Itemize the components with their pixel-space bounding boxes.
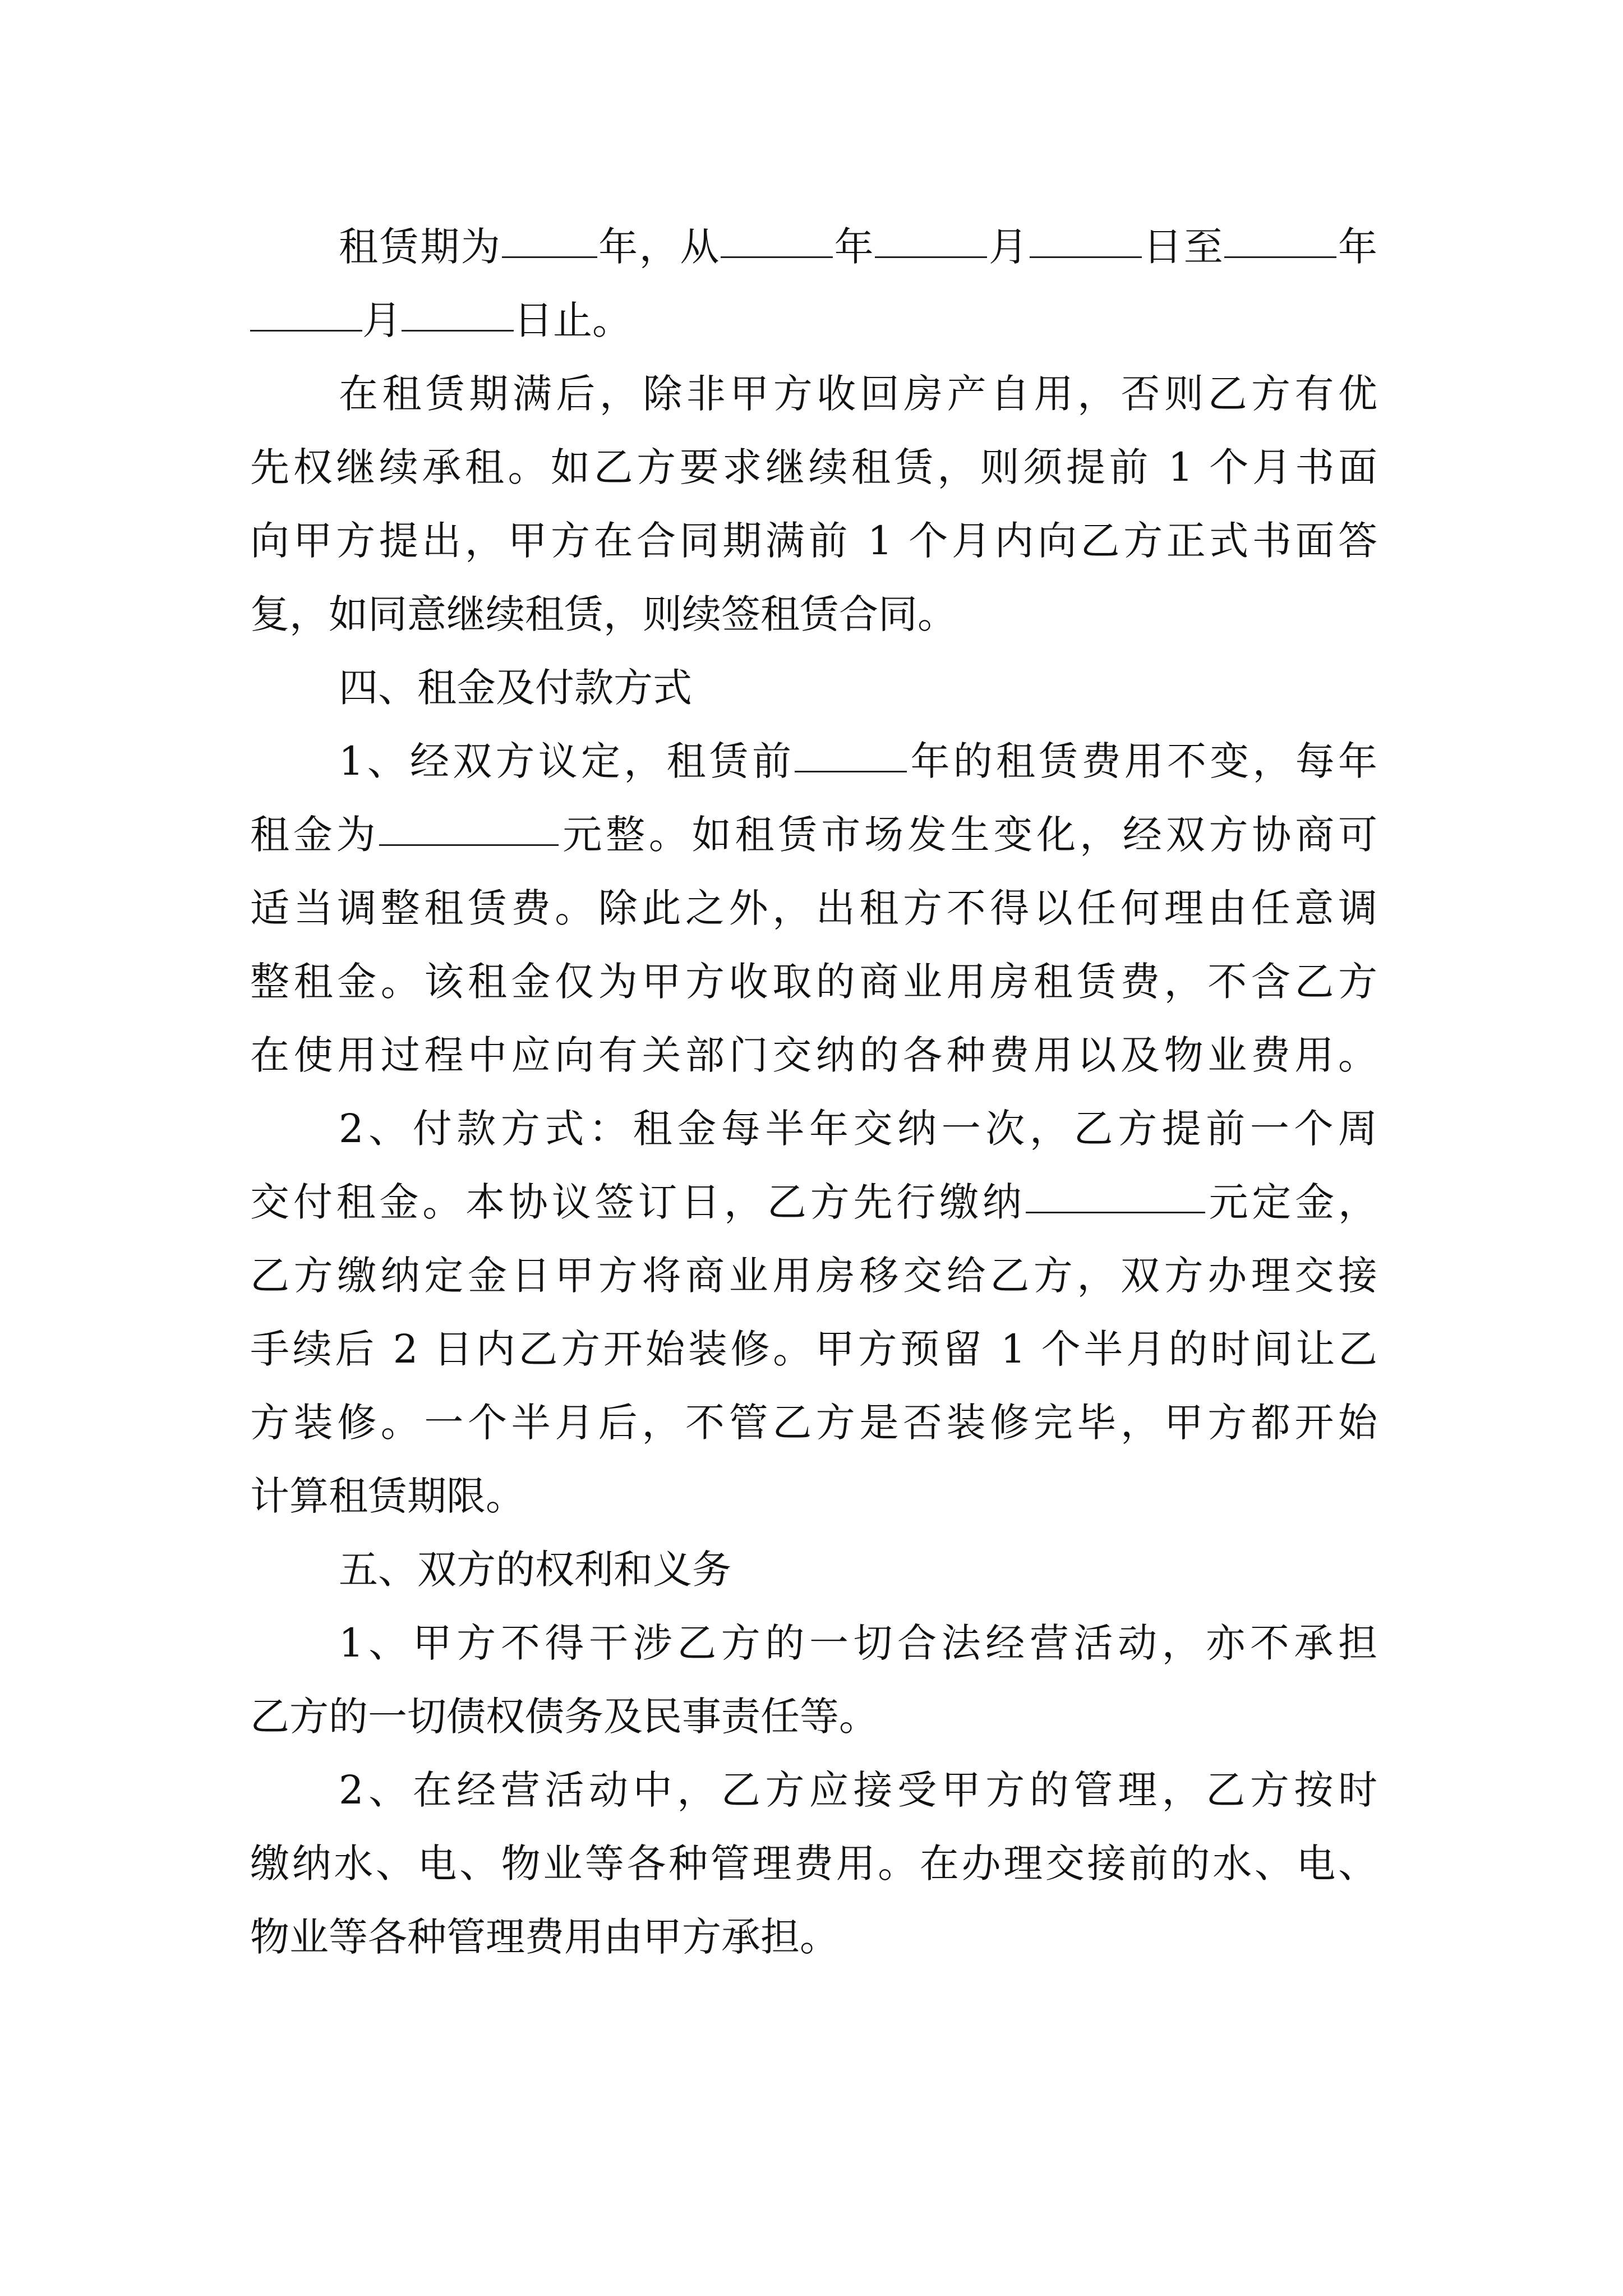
text-segment: 方装修。一个半月后，不管乙方是否装修完毕，甲方都开始	[250, 1400, 1377, 1446]
text-line	[250, 1533, 1377, 1607]
text-segment: 元定金，	[1205, 1179, 1378, 1225]
text-line	[250, 1901, 1377, 1974]
fill-in-blank	[502, 224, 597, 258]
text-line	[250, 1754, 1377, 1827]
text-line	[250, 357, 1377, 431]
text-segment: 先权继续承租。如乙方要求继续租赁，则须提前 1 个月书面	[250, 444, 1377, 490]
text-segment: 手续后 2 日内乙方开始装修。甲方预留 1 个半月的时间让乙	[250, 1326, 1377, 1372]
text-segment: 物业等各种管理费用由甲方承担。	[250, 1914, 839, 1960]
text-segment: 元整。如租赁市场发生变化，经双方协商可	[559, 812, 1378, 858]
text-segment: 年，从	[597, 224, 721, 270]
text-segment: 适当调整租赁费。除此之外，出租方不得以任何理由任意调	[250, 885, 1377, 931]
text-segment: 乙方缴纳定金日甲方将商业用房移交给乙方，双方办理交接	[250, 1253, 1377, 1299]
text-segment: 在租赁期满后，除非甲方收回房产自用，否则乙方有优	[339, 371, 1377, 417]
text-segment: 日至	[1141, 224, 1225, 270]
text-line	[250, 284, 1377, 357]
fill-in-blank	[875, 224, 987, 258]
text-segment: 计算租赁期限。	[250, 1473, 525, 1519]
fill-in-blank	[1026, 1179, 1205, 1213]
text-segment: 2、付款方式：租金每半年交纳一次，乙方提前一个周	[339, 1106, 1377, 1152]
fill-in-blank	[795, 738, 907, 772]
text-line	[250, 504, 1377, 578]
text-line	[250, 651, 1377, 725]
text-segment: 向甲方提出，甲方在合同期满前 1 个月内向乙方正式书面答	[250, 518, 1377, 564]
text-line	[250, 431, 1377, 504]
text-segment: 日止。	[514, 297, 631, 343]
contract-text-body	[250, 210, 1377, 1974]
text-segment: 在使用过程中应向有关部门交纳的各种费用以及物业费用。	[250, 1032, 1377, 1078]
text-segment: 年	[1336, 224, 1377, 270]
text-segment: 租赁期为	[339, 224, 502, 270]
text-line	[250, 210, 1377, 284]
text-line	[250, 1607, 1377, 1680]
fill-in-blank	[402, 297, 514, 332]
text-line	[250, 1239, 1377, 1313]
text-segment: 1、甲方不得干涉乙方的一切合法经营活动，亦不承担	[339, 1620, 1377, 1666]
text-line	[250, 578, 1377, 651]
text-segment: 复，如同意继续租赁，则续签租赁合同。	[250, 591, 957, 637]
text-line	[250, 1166, 1377, 1239]
text-line	[250, 1460, 1377, 1533]
text-line	[250, 1386, 1377, 1460]
fill-in-blank	[721, 224, 833, 258]
text-line	[250, 872, 1377, 945]
text-segment: 五、双方的权利和义务	[339, 1547, 731, 1593]
fill-in-blank	[1224, 224, 1336, 258]
text-line	[250, 1680, 1377, 1754]
text-segment: 乙方的一切债权债务及民事责任等。	[250, 1694, 878, 1740]
text-line	[250, 1019, 1377, 1092]
text-segment: 1、经双方议定，租赁前	[339, 738, 795, 784]
text-segment: 缴纳水、电、物业等各种管理费用。在办理交接前的水、电、	[250, 1841, 1377, 1887]
fill-in-blank	[379, 812, 559, 846]
text-segment: 交付租金。本协议签订日，乙方先行缴纳	[250, 1179, 1026, 1225]
text-segment: 租金为	[250, 812, 380, 858]
text-segment: 月	[987, 224, 1030, 270]
text-line	[250, 945, 1377, 1019]
text-line	[250, 725, 1377, 798]
text-segment: 2、在经营活动中，乙方应接受甲方的管理，乙方按时	[339, 1767, 1377, 1813]
text-line	[250, 1313, 1377, 1386]
text-segment: 年	[833, 224, 875, 270]
text-line	[250, 1092, 1377, 1166]
text-segment: 年的租赁费用不变，每年	[907, 738, 1377, 784]
text-segment: 整租金。该租金仅为甲方收取的商业用房租赁费，不含乙方	[250, 959, 1377, 1005]
fill-in-blank	[250, 297, 362, 332]
text-line	[250, 798, 1377, 872]
text-line	[250, 1827, 1377, 1901]
fill-in-blank	[1030, 224, 1142, 258]
text-segment: 月	[362, 297, 402, 343]
text-segment: 四、租金及付款方式	[339, 665, 692, 711]
